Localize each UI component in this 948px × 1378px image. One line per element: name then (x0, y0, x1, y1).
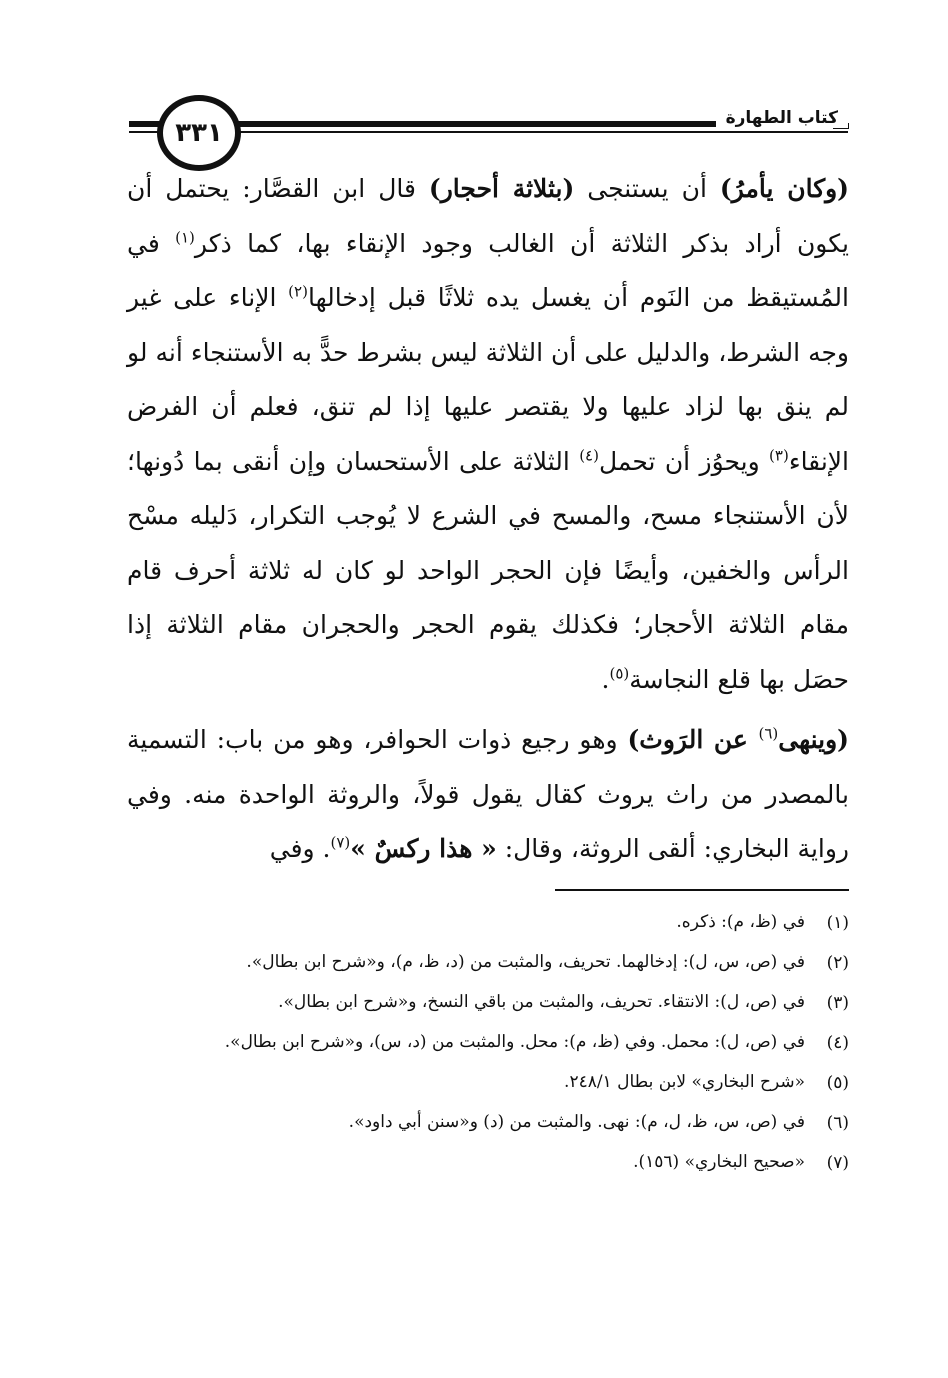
text-run: قال ابن القصَّار: يحتمل أن يكون أراد بذكر الثلاثة أن الغالب وجود الإنقاء بها، كما ذكر (127, 174, 849, 258)
footnote-ref: (٥) (609, 664, 630, 683)
text-run: الثلاثة على الأستحسان وإن أنقى بما دُونها؛ لأن الأستنجاء مسح، والمسح في الشرع لا يُوجب التكرار، دَليله مسْح الرأس والخفين، وأيضًا فإن الحجر الواحد لو كان له ثلاثة أحرف قام مقام الثلاثة الأحجار؛ فكذلك يقوم الحجر والحجران مقام الثلاثة إذا حصَل بها قلع النجاسة (127, 446, 850, 694)
footnote-text: «شرح البخاري» لابن بطال ٢٤٨/١. (564, 1072, 805, 1092)
footnote-text: في (ص، ل): الانتقاء. تحريف، والمثبت من باقي النسخ، و«شرح ابن بطال». (278, 992, 805, 1012)
bold-text: (بثلاثة أحجار) (428, 174, 575, 203)
footnote-number: (١) (826, 913, 849, 933)
footnote-item (127, 945, 849, 981)
page-header (0, 0, 948, 175)
footnote-text: «صحيح البخاري» (١٥٦). (633, 1152, 805, 1172)
text-run: الإناء على غير وجه الشرط، والدليل على أن الثلاثة ليس بشرط حدًّ به الأستنجاء أنه لو لم ينق بها لزاد عليها ولا يقتصر عليها إذا لم تنق، فعلم أن الفرض الإنقاء (127, 283, 849, 476)
running-title: كتاب الطهارة (716, 108, 848, 128)
footnote-separator (555, 889, 849, 891)
footnotes (127, 905, 849, 1185)
page-number: ٣٣١ (157, 95, 241, 171)
paragraph (127, 162, 849, 707)
footnote-ref: (٦) (758, 724, 779, 743)
footnote-number: (٢) (826, 953, 849, 973)
footnote-number: (٥) (826, 1073, 849, 1093)
text-run: في المُستيقظ من النَوم أن يغسل يده ثلاثًا قبل إدخالها (127, 228, 849, 312)
text-run: ويحوُز أن تحمل (598, 446, 770, 476)
footnote-item (127, 1105, 849, 1141)
footnote-number: (٧) (826, 1153, 849, 1173)
footnote-ref: (٤) (579, 446, 599, 465)
footnote-item (127, 1145, 849, 1181)
bold-text: (وكان يأمرُ) (719, 174, 849, 203)
footnote-item (127, 905, 849, 941)
footnote-number: (٦) (826, 1113, 849, 1133)
footnote-item (127, 985, 849, 1021)
text-run: . (601, 664, 610, 694)
bold-text: « هذا ركسٌ » (350, 834, 497, 863)
text-run: . وفي (269, 834, 331, 863)
footnote-text: في (ظ، م): ذكره. (676, 912, 805, 932)
footnote-ref: (٢) (288, 282, 308, 301)
footnote-ref: (٣) (769, 446, 789, 465)
footnote-text: في (ص، س، ل): إدخالهما. تحريف، والمثبت من (د، ظ، م)، و«شرح ابن بطال». (246, 952, 805, 972)
footnote-ref: (٧) (330, 833, 351, 852)
bold-text: عن الرَوث) (627, 725, 759, 754)
footnote-text: في (ص، س، ظ، ل، م): نهى. والمثبت من (د) و«سنن أبي داود». (348, 1112, 805, 1132)
paragraph (127, 713, 849, 877)
footnote-number: (٣) (826, 993, 849, 1013)
bold-text: (وينهى (778, 725, 849, 754)
main-text (127, 162, 849, 877)
footnote-ref: (١) (175, 228, 195, 247)
text-run: أن يستنجى (574, 174, 720, 203)
footnote-item (127, 1025, 849, 1061)
footnote-text: في (ص، ل): محمل. وفي (ظ، م): محل. والمثبت من (د، س)، و«شرح ابن بطال». (224, 1032, 805, 1052)
text-run: وهو رجيع ذوات الحوافر، وهو من باب: التسمية بالمصدر من راث يروث كقال يقول قولاً، والروثة الواحدة منه. وفي رواية البخاري: ألقى الروثة، وقال: (127, 725, 849, 863)
footnote-number: (٤) (826, 1033, 849, 1053)
footnote-item (127, 1065, 849, 1101)
